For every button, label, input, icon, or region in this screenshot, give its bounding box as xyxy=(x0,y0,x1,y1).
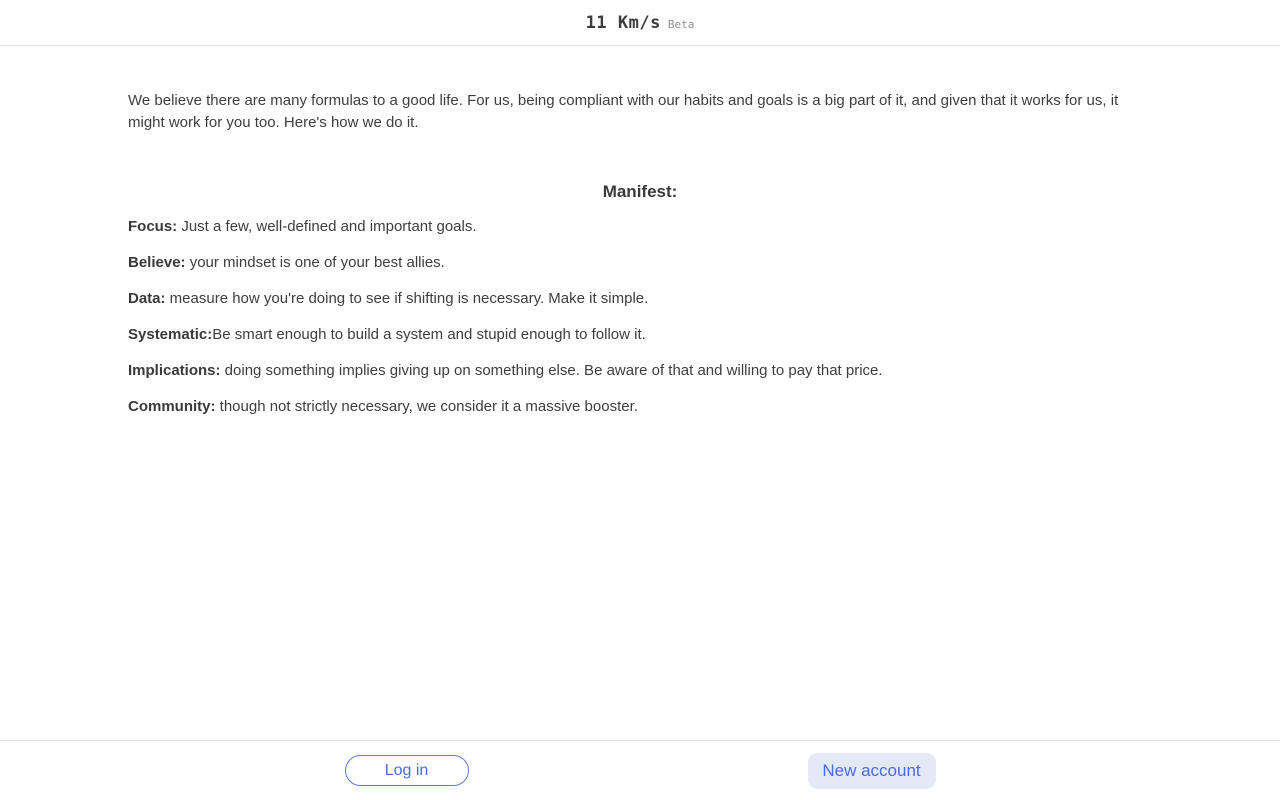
manifest-item-label: Community: xyxy=(128,398,216,415)
manifest-item-systematic xyxy=(128,324,1152,346)
manifest-item-text: Just a few, well-defined and important goals. xyxy=(177,218,477,235)
beta-badge: Beta xyxy=(667,18,695,31)
manifest-item-label: Data: xyxy=(128,290,166,307)
manifest-item-believe xyxy=(128,252,1152,274)
app-header xyxy=(0,0,1280,46)
page-title: 11 Km/s xyxy=(585,12,661,33)
manifest-item-label: Focus: xyxy=(128,218,178,235)
manifest-item-implications xyxy=(128,360,1152,382)
manifest-item-text: measure how you're doing to see if shifting is necessary. Make it simple. xyxy=(165,290,649,307)
manifest-heading: Manifest: xyxy=(602,182,678,201)
manifest-item-text: your mindset is one of your best allies. xyxy=(185,254,445,271)
footer-bar xyxy=(0,740,1280,800)
manifest-item-label: Systematic: xyxy=(128,326,213,343)
manifest-item-text: doing something implies giving up on something else. Be aware of that and willing to pay that price. xyxy=(220,362,883,379)
intro-paragraph: We believe there are many formulas to a good life. For us, being compliant with our habits and goals is a big part of it, and given that it works for us, it might work for you too. Here's how we do it. xyxy=(128,92,1119,131)
manifest-item-community xyxy=(128,396,1152,418)
manifest-item-label: Implications: xyxy=(128,362,221,379)
manifest-item-label: Believe: xyxy=(128,254,186,271)
manifest-item-data xyxy=(128,288,1152,310)
manifest-item-focus xyxy=(128,216,1152,238)
manifest-item-text: Be smart enough to build a system and stupid enough to follow it. xyxy=(212,326,646,343)
new-account-button[interactable]: New account xyxy=(808,753,936,789)
main-content xyxy=(128,46,1152,418)
login-button[interactable]: Log in xyxy=(345,755,469,786)
manifest-item-text: though not strictly necessary, we consider it a massive booster. xyxy=(215,398,638,415)
